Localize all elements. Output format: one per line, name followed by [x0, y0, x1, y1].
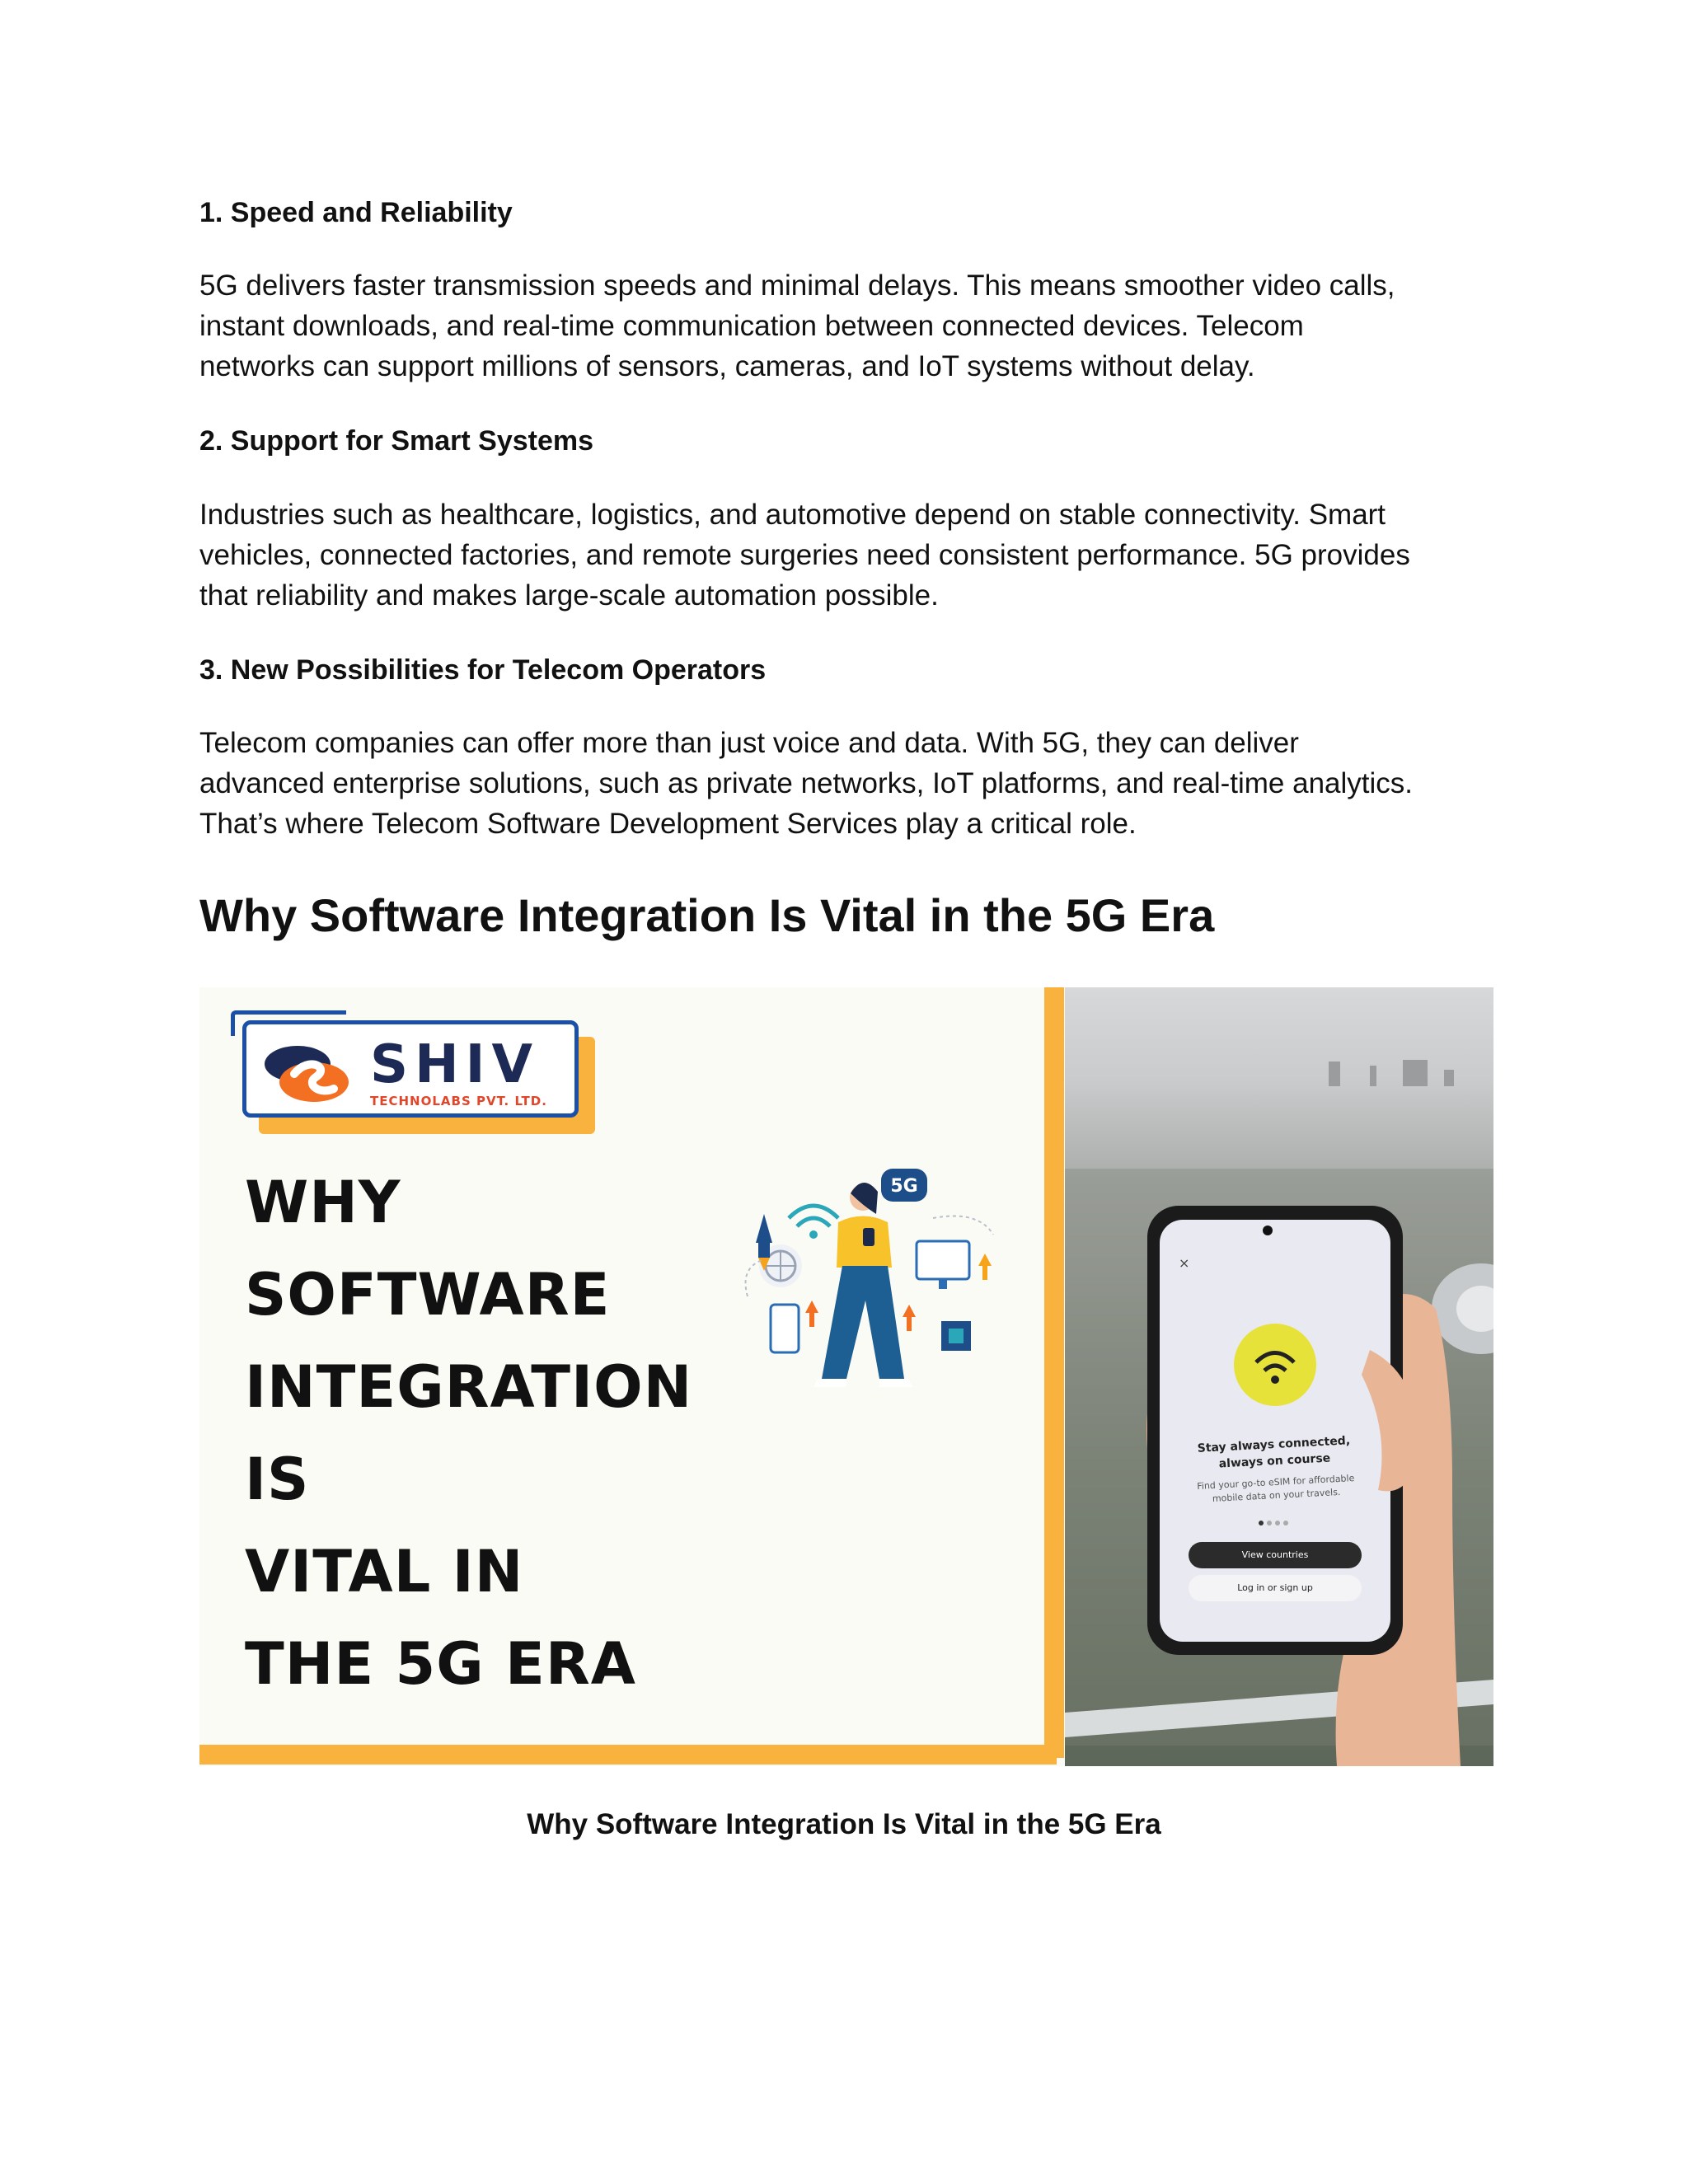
- phone-primary-button: View countries: [1241, 1549, 1309, 1560]
- phone-screen-copy: [1179, 1432, 1372, 1507]
- phone-body: Find your go-to eSIM for affordable: [1196, 1472, 1355, 1492]
- section-heading-speed: 1. Speed and Reliability: [199, 197, 513, 228]
- banner-title-line: THE 5G ERA: [245, 1630, 636, 1698]
- paragraph-line: vehicles, connected factories, and remote surgeries need consistent performance. 5G provides: [199, 539, 1410, 571]
- city-background: [1065, 987, 1493, 1766]
- section-paragraph-smart-systems: [199, 494, 1502, 616]
- paragraph-line: instant downloads, and real-time communication between connected devices. Telecom: [199, 310, 1304, 342]
- paragraph-line: Telecom companies can offer more than just voice and data. With 5G, they can deliver: [199, 727, 1299, 759]
- phone-headline: always on course: [1218, 1451, 1331, 1471]
- banner-title-line: IS: [245, 1446, 310, 1513]
- banner-title-line: SOFTWARE: [245, 1261, 611, 1329]
- banner-title: [245, 1156, 692, 1710]
- banner-title-line: WHY: [245, 1169, 401, 1236]
- paragraph-line: That’s where Telecom Software Development Services play a critical role.: [199, 808, 1137, 840]
- paragraph-line: 5G delivers faster transmission speeds and minimal delays. This means smoother video calls,: [199, 269, 1395, 302]
- section-heading-telecom-operators: 3. New Possibilities for Telecom Operators: [199, 654, 767, 686]
- paragraph-line: advanced enterprise solutions, such as private networks, IoT platforms, and real-time analytics.: [199, 767, 1413, 799]
- 5g-badge: 5G: [890, 1176, 918, 1197]
- phone-secondary-button: Log in or sign up: [1237, 1582, 1313, 1593]
- section-paragraph-speed: [199, 265, 1502, 387]
- paragraph-line: networks can support millions of sensors, cameras, and IoT systems without delay.: [199, 350, 1255, 382]
- image-caption: Why Software Integration Is Vital in the 5G Era: [527, 1808, 1161, 1840]
- paragraph-line: that reliability and makes large-scale automation possible.: [199, 579, 939, 612]
- svg-text:×: ×: [1179, 1255, 1190, 1271]
- company-logo: [242, 1020, 579, 1118]
- banner-image: [199, 987, 1493, 1766]
- logo-mark-icon: [261, 1031, 352, 1113]
- phone-headline: Stay always connected,: [1197, 1434, 1351, 1455]
- logo-wordmark: SHIV: [370, 1034, 539, 1095]
- banner-accent-bar-horizontal: [199, 1745, 1057, 1765]
- banner-accent-bar-vertical: [1044, 987, 1064, 1758]
- banner-title-line: VITAL IN: [245, 1538, 524, 1605]
- logo-subtitle: TECHNOLABS PVT. LTD.: [370, 1094, 547, 1108]
- woman-5g-illustration: [731, 1169, 1003, 1408]
- section-heading-smart-systems: 2. Support for Smart Systems: [199, 425, 594, 457]
- paragraph-line: Industries such as healthcare, logistics, and automotive depend on stable connectivity. Smart: [199, 499, 1386, 531]
- phone-body: mobile data on your travels.: [1212, 1486, 1341, 1505]
- phone-in-hand-photo: [1065, 987, 1493, 1766]
- section-paragraph-telecom-operators: [199, 723, 1502, 844]
- article-heading: Why Software Integration Is Vital in the 5G Era: [199, 889, 1215, 941]
- banner-title-line: INTEGRATION: [245, 1353, 693, 1421]
